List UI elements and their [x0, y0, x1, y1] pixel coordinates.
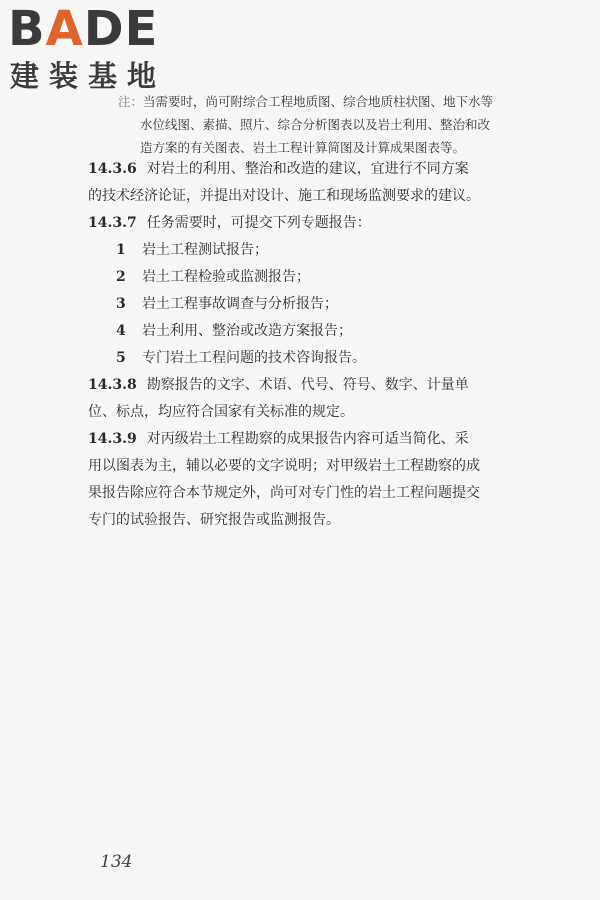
list-item: 1 岩土工程测试报告； — [116, 242, 268, 258]
list-item: 2 岩土工程检验或监测报告； — [116, 269, 310, 285]
clause-14-3-8: 14.3.8 勘察报告的文字、术语、代号、符号、数字、计量单 位、标点，均应符合国家有关标准的规定。 — [88, 377, 469, 420]
clause-number: 14.3.7 — [88, 215, 137, 231]
list-item: 5 专门岩土工程问题的技术咨询报告。 — [116, 350, 366, 366]
logo — [8, 1, 183, 96]
list-item: 4 岩土利用、整治或改造方案报告； — [116, 323, 352, 339]
note-line-2: 水位线图、素描、照片、综合分析图表以及岩土利用、整治和改 — [140, 117, 491, 132]
clause-number: 14.3.8 — [88, 377, 137, 393]
note-label: 注： — [118, 94, 144, 109]
clause-14-3-9: 14.3.9 对丙级岩土工程勘察的成果报告内容可适当简化、采 用以图表为主，辅以必要的文字说明；对甲级岩土工程勘察的成 果报告除应符合本节规定外，尚可对专门性的岩土工程问题提交 专门的试验报告、研究报告或监测报告。 — [88, 431, 480, 528]
note-line-1: 当需要时，尚可附综合工程地质图、综合地质柱状图、地下水等 — [143, 94, 494, 109]
clause-14-3-6: 14.3.6 对岩土的利用、整治和改造的建议，宜进行不同方案 的技术经济论证，并提出对设计、施工和现场监测要求的建议。 — [88, 161, 480, 204]
list-item: 3 岩土工程事故调查与分析报告； — [116, 296, 338, 312]
clause-number: 14.3.6 — [88, 161, 137, 177]
page-number: 134 — [100, 852, 133, 872]
logo-subtitle: 建装基地 — [10, 59, 167, 93]
note-line-3: 造方案的有关图表、岩土工程计算简图及计算成果图表等。 — [140, 140, 466, 155]
clause-14-3-7: 14.3.7 任务需要时，可提交下列专题报告： — [88, 215, 371, 231]
note-block — [118, 90, 528, 159]
logo-wordmark: BADE — [8, 1, 159, 57]
clause-number: 14.3.9 — [88, 431, 137, 447]
